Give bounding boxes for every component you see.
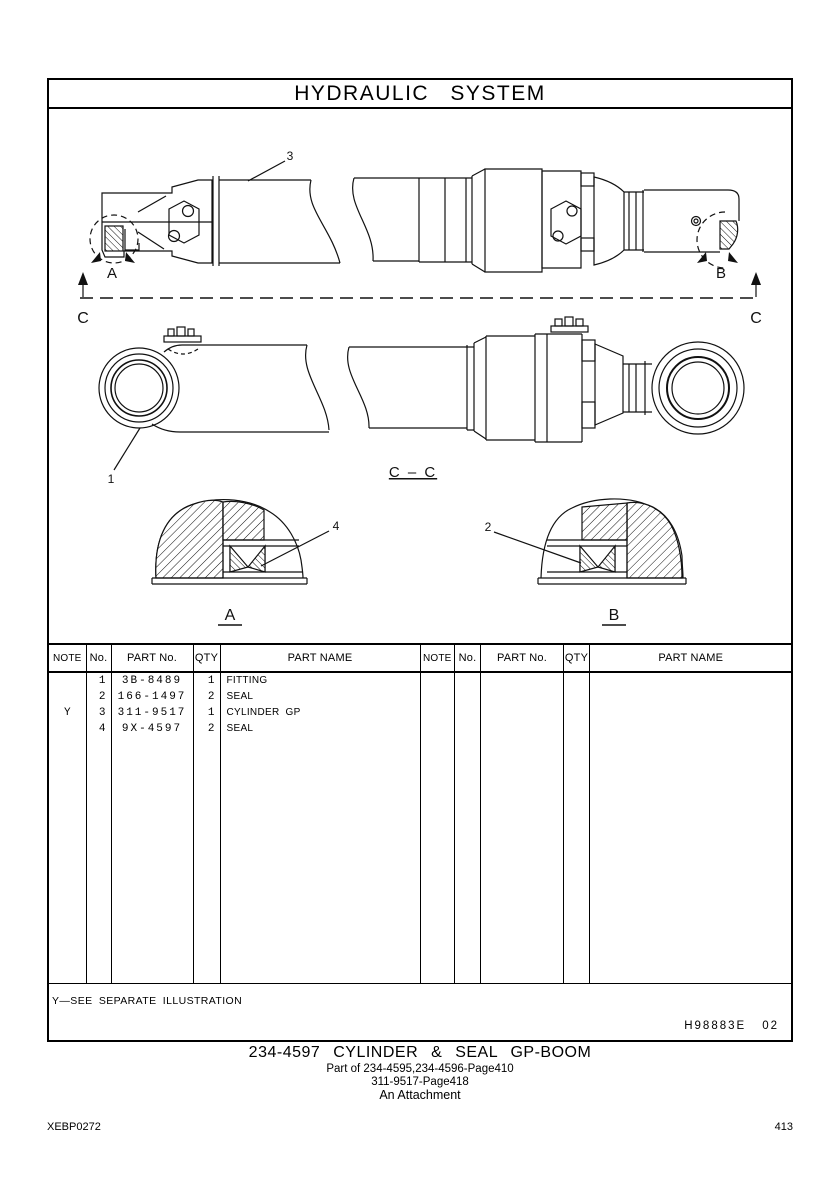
break-line bbox=[353, 178, 373, 261]
part-name-column-empty bbox=[590, 672, 792, 984]
col-header-part-no: PART No. bbox=[481, 644, 564, 672]
qty-value: 1 bbox=[207, 707, 215, 719]
caption-part-of: Part of 234-4595,234-4596-Page410 bbox=[326, 1063, 514, 1075]
figure-caption bbox=[0, 1044, 840, 1101]
part-name: FITTING bbox=[226, 675, 268, 686]
section-cc-label: C – C bbox=[388, 464, 438, 481]
break-line bbox=[348, 347, 369, 428]
parts-tables bbox=[49, 643, 791, 984]
parts-table-left bbox=[49, 643, 421, 984]
note-column bbox=[49, 672, 86, 984]
qty-column bbox=[193, 672, 220, 984]
break-line bbox=[306, 345, 329, 430]
parts-table-right bbox=[421, 643, 792, 984]
page-frame bbox=[47, 78, 793, 1042]
col-header-part-no: PART No. bbox=[111, 644, 193, 672]
part-name: SEAL bbox=[226, 723, 254, 734]
callout-2: 2 bbox=[484, 520, 492, 534]
page-number: 413 bbox=[774, 1121, 793, 1133]
callout-3: 3 bbox=[286, 149, 294, 163]
col-header-qty: QTY bbox=[564, 644, 590, 672]
part-no-column bbox=[111, 672, 193, 984]
qty-value: 1 bbox=[207, 675, 215, 687]
grease-fitting bbox=[551, 317, 588, 332]
detail-b-title: B bbox=[608, 607, 620, 624]
part-no-column-empty bbox=[481, 672, 564, 984]
detail-b-section bbox=[494, 499, 686, 625]
note-column-empty bbox=[421, 672, 455, 984]
form-number: XEBP0272 bbox=[47, 1121, 101, 1133]
qty-value: 2 bbox=[207, 691, 215, 703]
head-eye bbox=[652, 342, 744, 434]
qty-value: 2 bbox=[207, 723, 215, 735]
detail-a-circle-label: A bbox=[106, 265, 118, 282]
callout-4-leader bbox=[261, 531, 329, 566]
head-hex-nut bbox=[551, 201, 581, 244]
callout-1: 1 bbox=[107, 472, 115, 486]
section-view bbox=[99, 317, 744, 470]
detail-b-circle-label: B bbox=[715, 265, 727, 282]
qty-column-empty bbox=[564, 672, 590, 984]
part-no: 3B-8489 bbox=[121, 675, 183, 687]
part-no: 166-1497 bbox=[117, 691, 187, 703]
col-header-no: No. bbox=[455, 644, 481, 672]
page-title: HYDRAULIC SYSTEM bbox=[294, 81, 546, 105]
item-no: 3 bbox=[98, 707, 106, 719]
col-header-qty: QTY bbox=[193, 644, 220, 672]
part-no: 311-9517 bbox=[117, 707, 187, 719]
section-c-right: C bbox=[750, 310, 762, 327]
caption-attachment: An Attachment bbox=[379, 1088, 461, 1102]
item-no: 2 bbox=[98, 691, 106, 703]
note-value bbox=[49, 689, 86, 705]
detail-b-marker bbox=[697, 212, 738, 268]
document-code bbox=[684, 1020, 779, 1032]
col-header-no: No. bbox=[86, 644, 111, 672]
callout-3-leader bbox=[248, 161, 285, 181]
callout-4: 4 bbox=[332, 519, 340, 533]
title-band bbox=[49, 80, 791, 109]
part-name-column bbox=[220, 672, 420, 984]
col-header-note: NOTE bbox=[421, 644, 455, 672]
callout-1-leader bbox=[114, 428, 140, 470]
see-separate-illustration-note: Y—SEE SEPARATE ILLUSTRATION bbox=[52, 995, 243, 1007]
item-no: 1 bbox=[98, 675, 106, 687]
detail-a-title: A bbox=[224, 607, 236, 624]
cylinder-diagram bbox=[49, 109, 791, 643]
doc-revision: 02 bbox=[762, 1020, 779, 1032]
part-name: SEAL bbox=[226, 691, 254, 702]
item-no: 4 bbox=[98, 723, 106, 735]
part-name: CYLINDER GP bbox=[226, 707, 301, 718]
col-header-part-name: PART NAME bbox=[220, 644, 420, 672]
callout-2-leader bbox=[494, 532, 581, 563]
no-column-empty bbox=[455, 672, 481, 984]
doc-number: H98883E bbox=[684, 1020, 747, 1032]
no-column bbox=[86, 672, 111, 984]
note-value: Y bbox=[63, 707, 71, 719]
rod-eye bbox=[99, 348, 179, 428]
section-c-left: C bbox=[77, 310, 89, 327]
col-header-part-name: PART NAME bbox=[590, 644, 792, 672]
caption-title: 234-4597 CYLINDER & SEAL GP-BOOM bbox=[248, 1044, 592, 1061]
note-value bbox=[49, 721, 86, 737]
detail-a-section bbox=[152, 500, 329, 625]
caption-page-ref: 311-9517-Page418 bbox=[371, 1076, 469, 1088]
note-value bbox=[49, 673, 86, 689]
top-view bbox=[78, 161, 761, 298]
break-line bbox=[310, 180, 340, 263]
col-header-note: NOTE bbox=[49, 644, 86, 672]
part-no: 9X-4597 bbox=[121, 723, 183, 735]
grease-fitting bbox=[164, 327, 201, 354]
